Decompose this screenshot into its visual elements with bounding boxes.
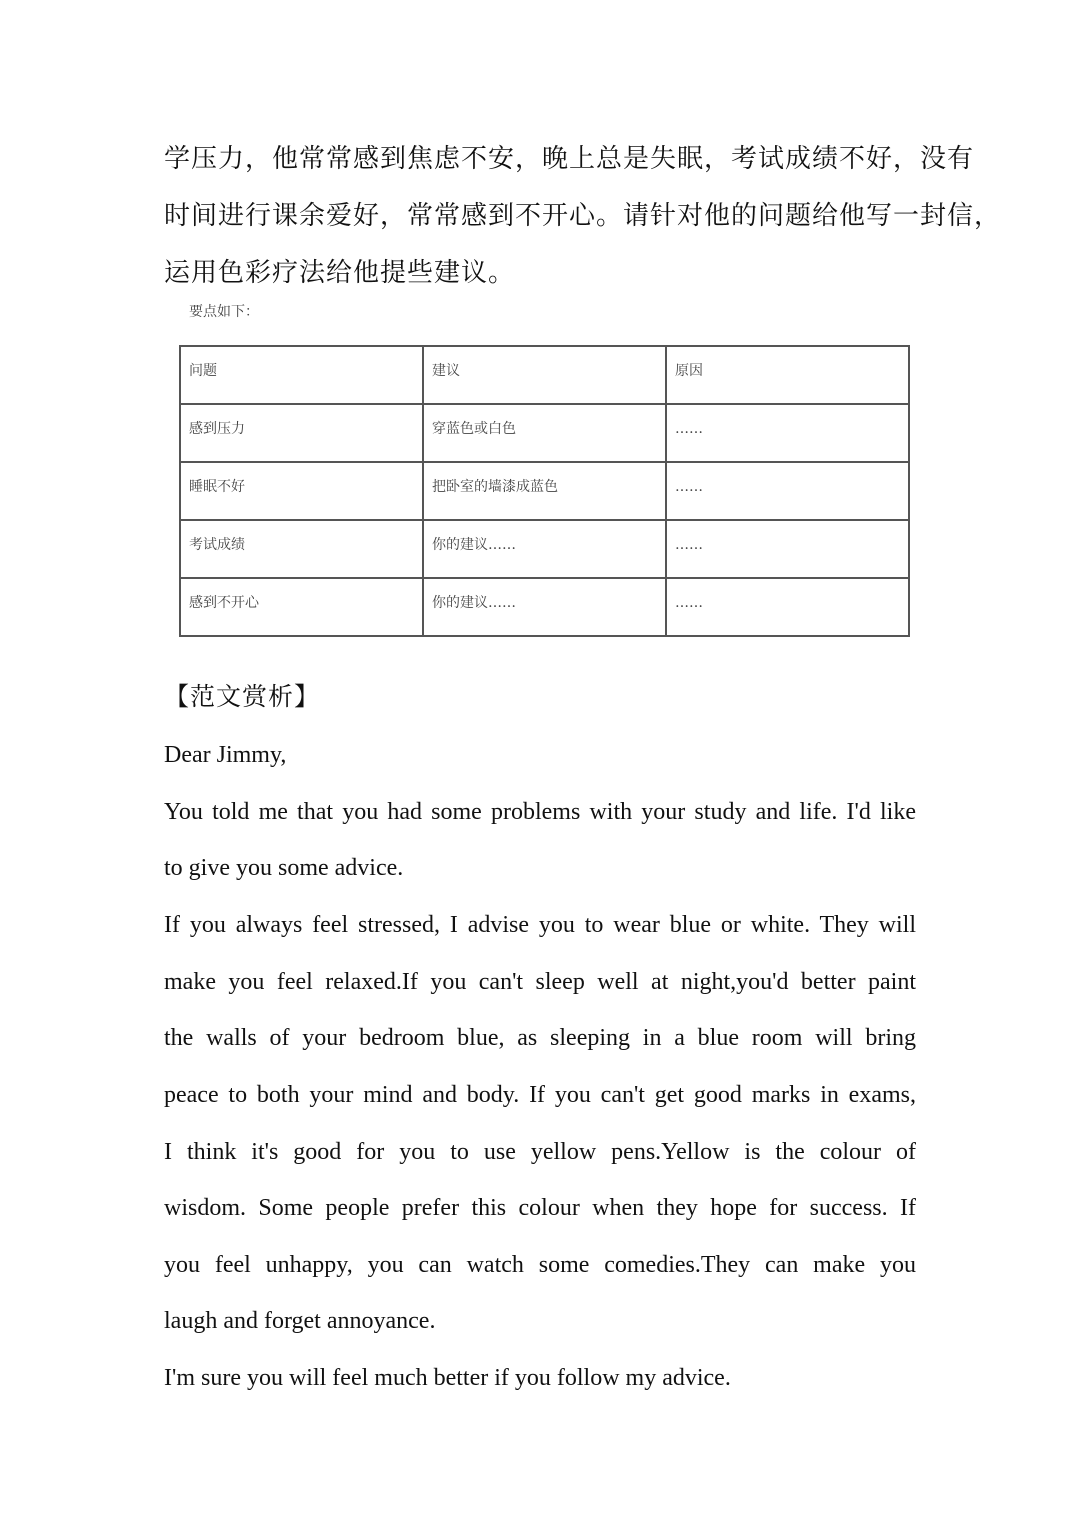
letter-line: wisdom. Some people prefer this colour when they hope for success. If: [164, 1195, 916, 1221]
table-cell: 感到压力: [180, 404, 423, 462]
letter-line: If you always feel stressed, I advise you to wear blue or white. They will: [164, 912, 916, 938]
table-row: [180, 462, 909, 520]
points-table: [179, 345, 910, 637]
table-cell: ……: [666, 462, 909, 520]
table-cell: ……: [666, 520, 909, 578]
letter-greeting: Dear Jimmy,: [164, 742, 287, 768]
table-cell: 穿蓝色或白色: [423, 404, 666, 462]
letter-line: I think it's good for you to use yellow pens.Yellow is the colour of: [164, 1139, 916, 1165]
table-cell: 把卧室的墙漆成蓝色: [423, 462, 666, 520]
table-header-cell: 原因: [666, 346, 909, 404]
table-cell: 睡眠不好: [180, 462, 423, 520]
table-cell: ……: [666, 578, 909, 636]
letter-line: to give you some advice.: [164, 855, 404, 881]
letter-line: You told me that you had some problems with your study and life. I'd like: [164, 799, 916, 825]
table-row: [180, 520, 909, 578]
table-cell: 考试成绩: [180, 520, 423, 578]
letter-closing-line: I'm sure you will feel much better if you follow my advice.: [164, 1365, 731, 1391]
section-heading: 【范文赏析】: [164, 682, 321, 711]
table-cell: 你的建议……: [423, 578, 666, 636]
table-row: [180, 404, 909, 462]
letter-line: make you feel relaxed.If you can't sleep well at night,you'd better paint: [164, 969, 916, 995]
prompt-line-2: 时间进行课余爱好，常常感到不开心。请针对他的问题给他写一封信，: [164, 201, 1002, 231]
prompt-line-1: 学压力，他常常感到焦虑不安，晚上总是失眠，考试成绩不好，没有: [164, 144, 975, 174]
table-header-cell: 问题: [180, 346, 423, 404]
points-note: 要点如下：: [189, 304, 259, 320]
letter-line: the walls of your bedroom blue, as sleeping in a blue room will bring: [164, 1025, 916, 1051]
letter-line: peace to both your mind and body. If you can't get good marks in exams,: [164, 1082, 916, 1108]
table-header-row: [180, 346, 909, 404]
letter-line: you feel unhappy, you can watch some comedies.They can make you: [164, 1252, 916, 1278]
table-header-cell: 建议: [423, 346, 666, 404]
letter-line: laugh and forget annoyance.: [164, 1308, 436, 1334]
table-cell: 你的建议……: [423, 520, 666, 578]
table-cell: 感到不开心: [180, 578, 423, 636]
table-cell: ……: [666, 404, 909, 462]
prompt-line-3: 运用色彩疗法给他提些建议。: [164, 258, 516, 288]
table-row: [180, 578, 909, 636]
